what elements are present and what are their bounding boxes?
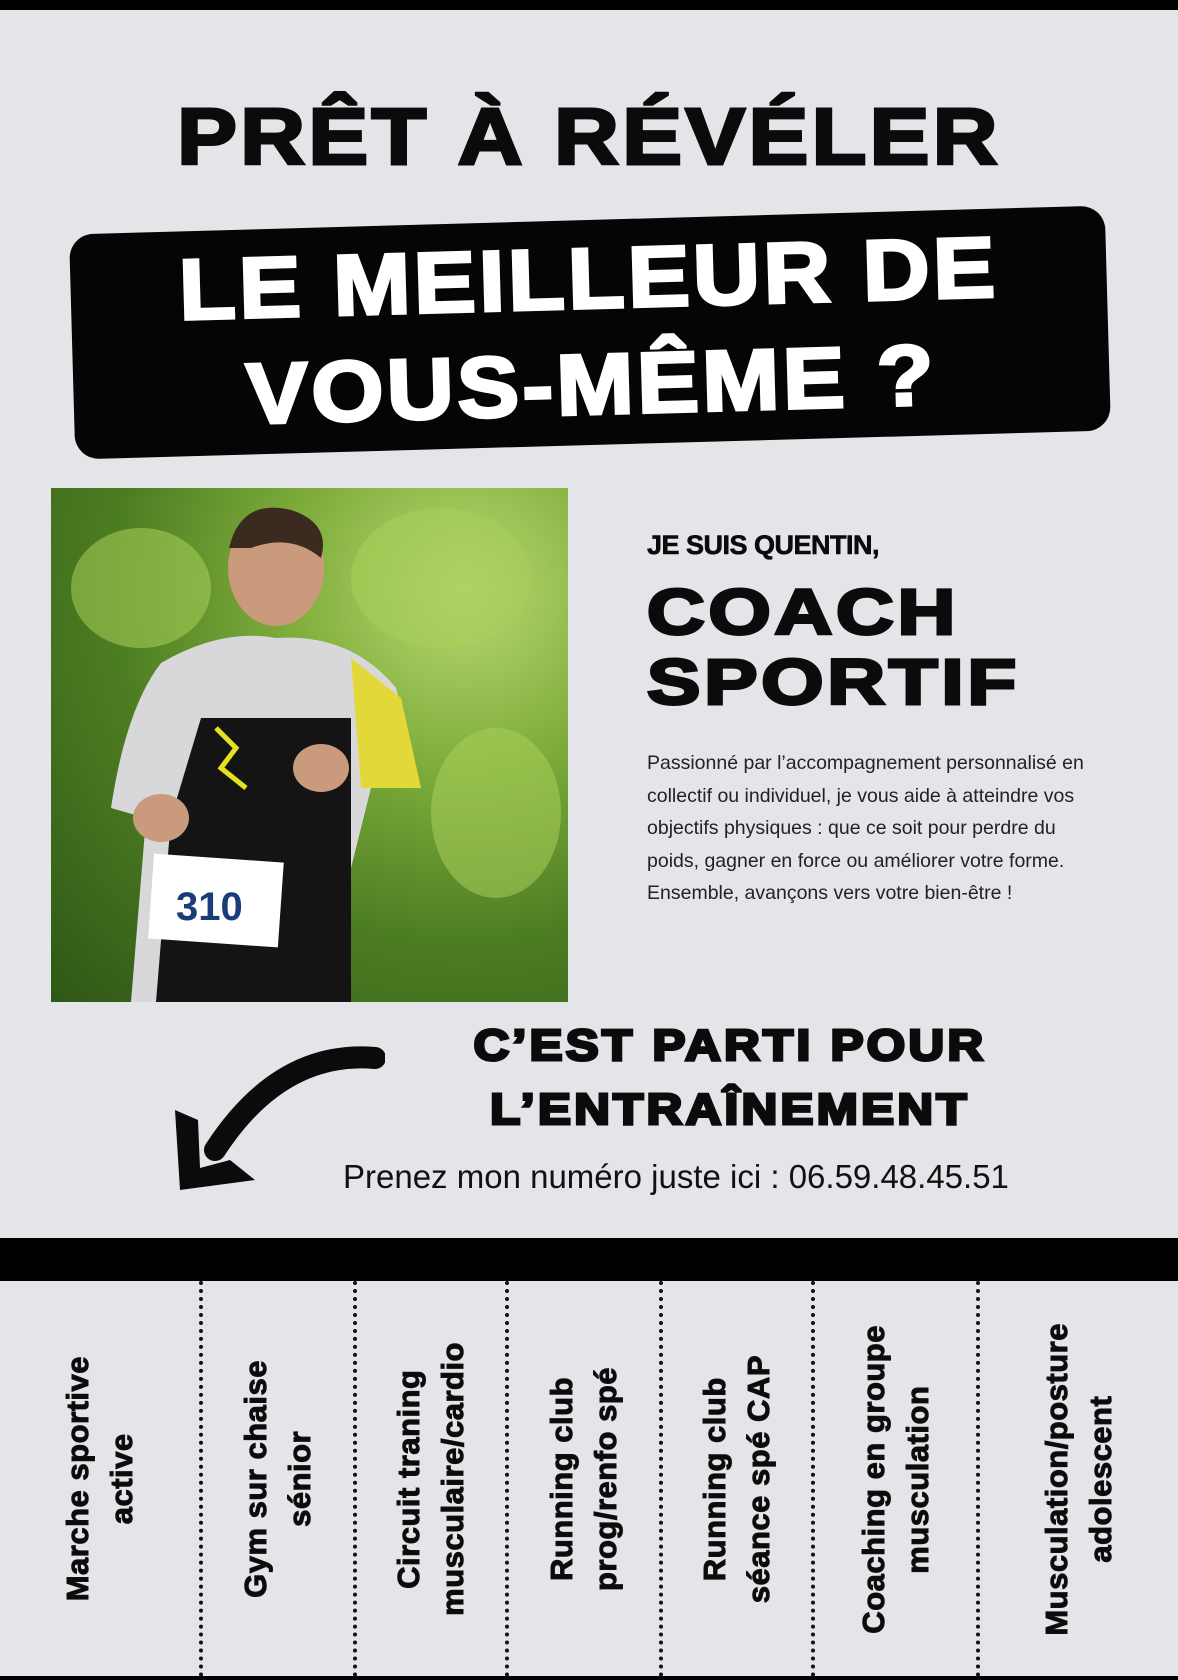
coach-intro: JE SUIS QUENTIN, bbox=[647, 530, 880, 560]
tear-off-strip[interactable] bbox=[203, 1281, 357, 1677]
tear-off-strip[interactable] bbox=[663, 1281, 815, 1677]
cta-line1: C’EST PARTI POUR bbox=[473, 1021, 987, 1070]
strip-label: Musculation/posture adolescent bbox=[1039, 1322, 1118, 1636]
strip-label: Marche sportive active bbox=[59, 1356, 139, 1602]
strip-label: Coaching en groupe musculation bbox=[855, 1324, 935, 1634]
tear-off-strip[interactable] bbox=[509, 1281, 663, 1677]
strip-label: Running club séance spé CAP bbox=[697, 1354, 776, 1604]
tear-off-strip[interactable] bbox=[980, 1281, 1178, 1677]
headline-highlight-line2: VOUS-MÊME ? bbox=[244, 327, 939, 443]
coach-description: Passionné par l’accompagnement personnalisé en collectif ou individuel, je vous aide à atteindre vos objectifs physiques : que ce soit pour perdre du poids, gagner en force ou améliorer votre forme. Ensemble, avançons vers votre bien-être ! bbox=[647, 752, 1084, 904]
race-bib-number: 310 bbox=[176, 885, 243, 929]
coach-title bbox=[647, 577, 1178, 717]
tear-off-strips bbox=[0, 1281, 1178, 1677]
phone-number-text[interactable]: Prenez mon numéro juste ici : 06.59.48.45.51 bbox=[343, 1158, 1009, 1195]
coach-photo bbox=[51, 488, 568, 1002]
top-border bbox=[0, 0, 1178, 10]
tear-off-strip[interactable] bbox=[815, 1281, 980, 1677]
cta-heading bbox=[349, 1014, 1111, 1142]
strip-label: Circuit traning musculaire/cardio bbox=[391, 1342, 470, 1616]
headline-highlight bbox=[28, 210, 1152, 453]
runner-figure-icon bbox=[51, 488, 568, 1002]
headline-title: PRÊT À RÉVÉLER bbox=[177, 92, 1001, 181]
bottom-border bbox=[0, 1676, 1178, 1680]
tear-off-strip[interactable] bbox=[357, 1281, 509, 1677]
tear-off-strip[interactable] bbox=[0, 1281, 203, 1677]
headline-highlight-line1: LE MEILLEUR DE bbox=[177, 219, 1000, 339]
coach-title-line2: SPORTIF bbox=[647, 646, 1020, 718]
cta-line2: L’ENTRAÎNEMENT bbox=[490, 1085, 970, 1134]
strip-label: Running club prog/renfo spé bbox=[544, 1366, 623, 1591]
strip-label: Gym sur chaise sénior bbox=[238, 1360, 317, 1598]
black-band bbox=[0, 1238, 1178, 1281]
coach-title-line1: COACH bbox=[647, 576, 960, 648]
coach-intro-section bbox=[647, 530, 1107, 910]
